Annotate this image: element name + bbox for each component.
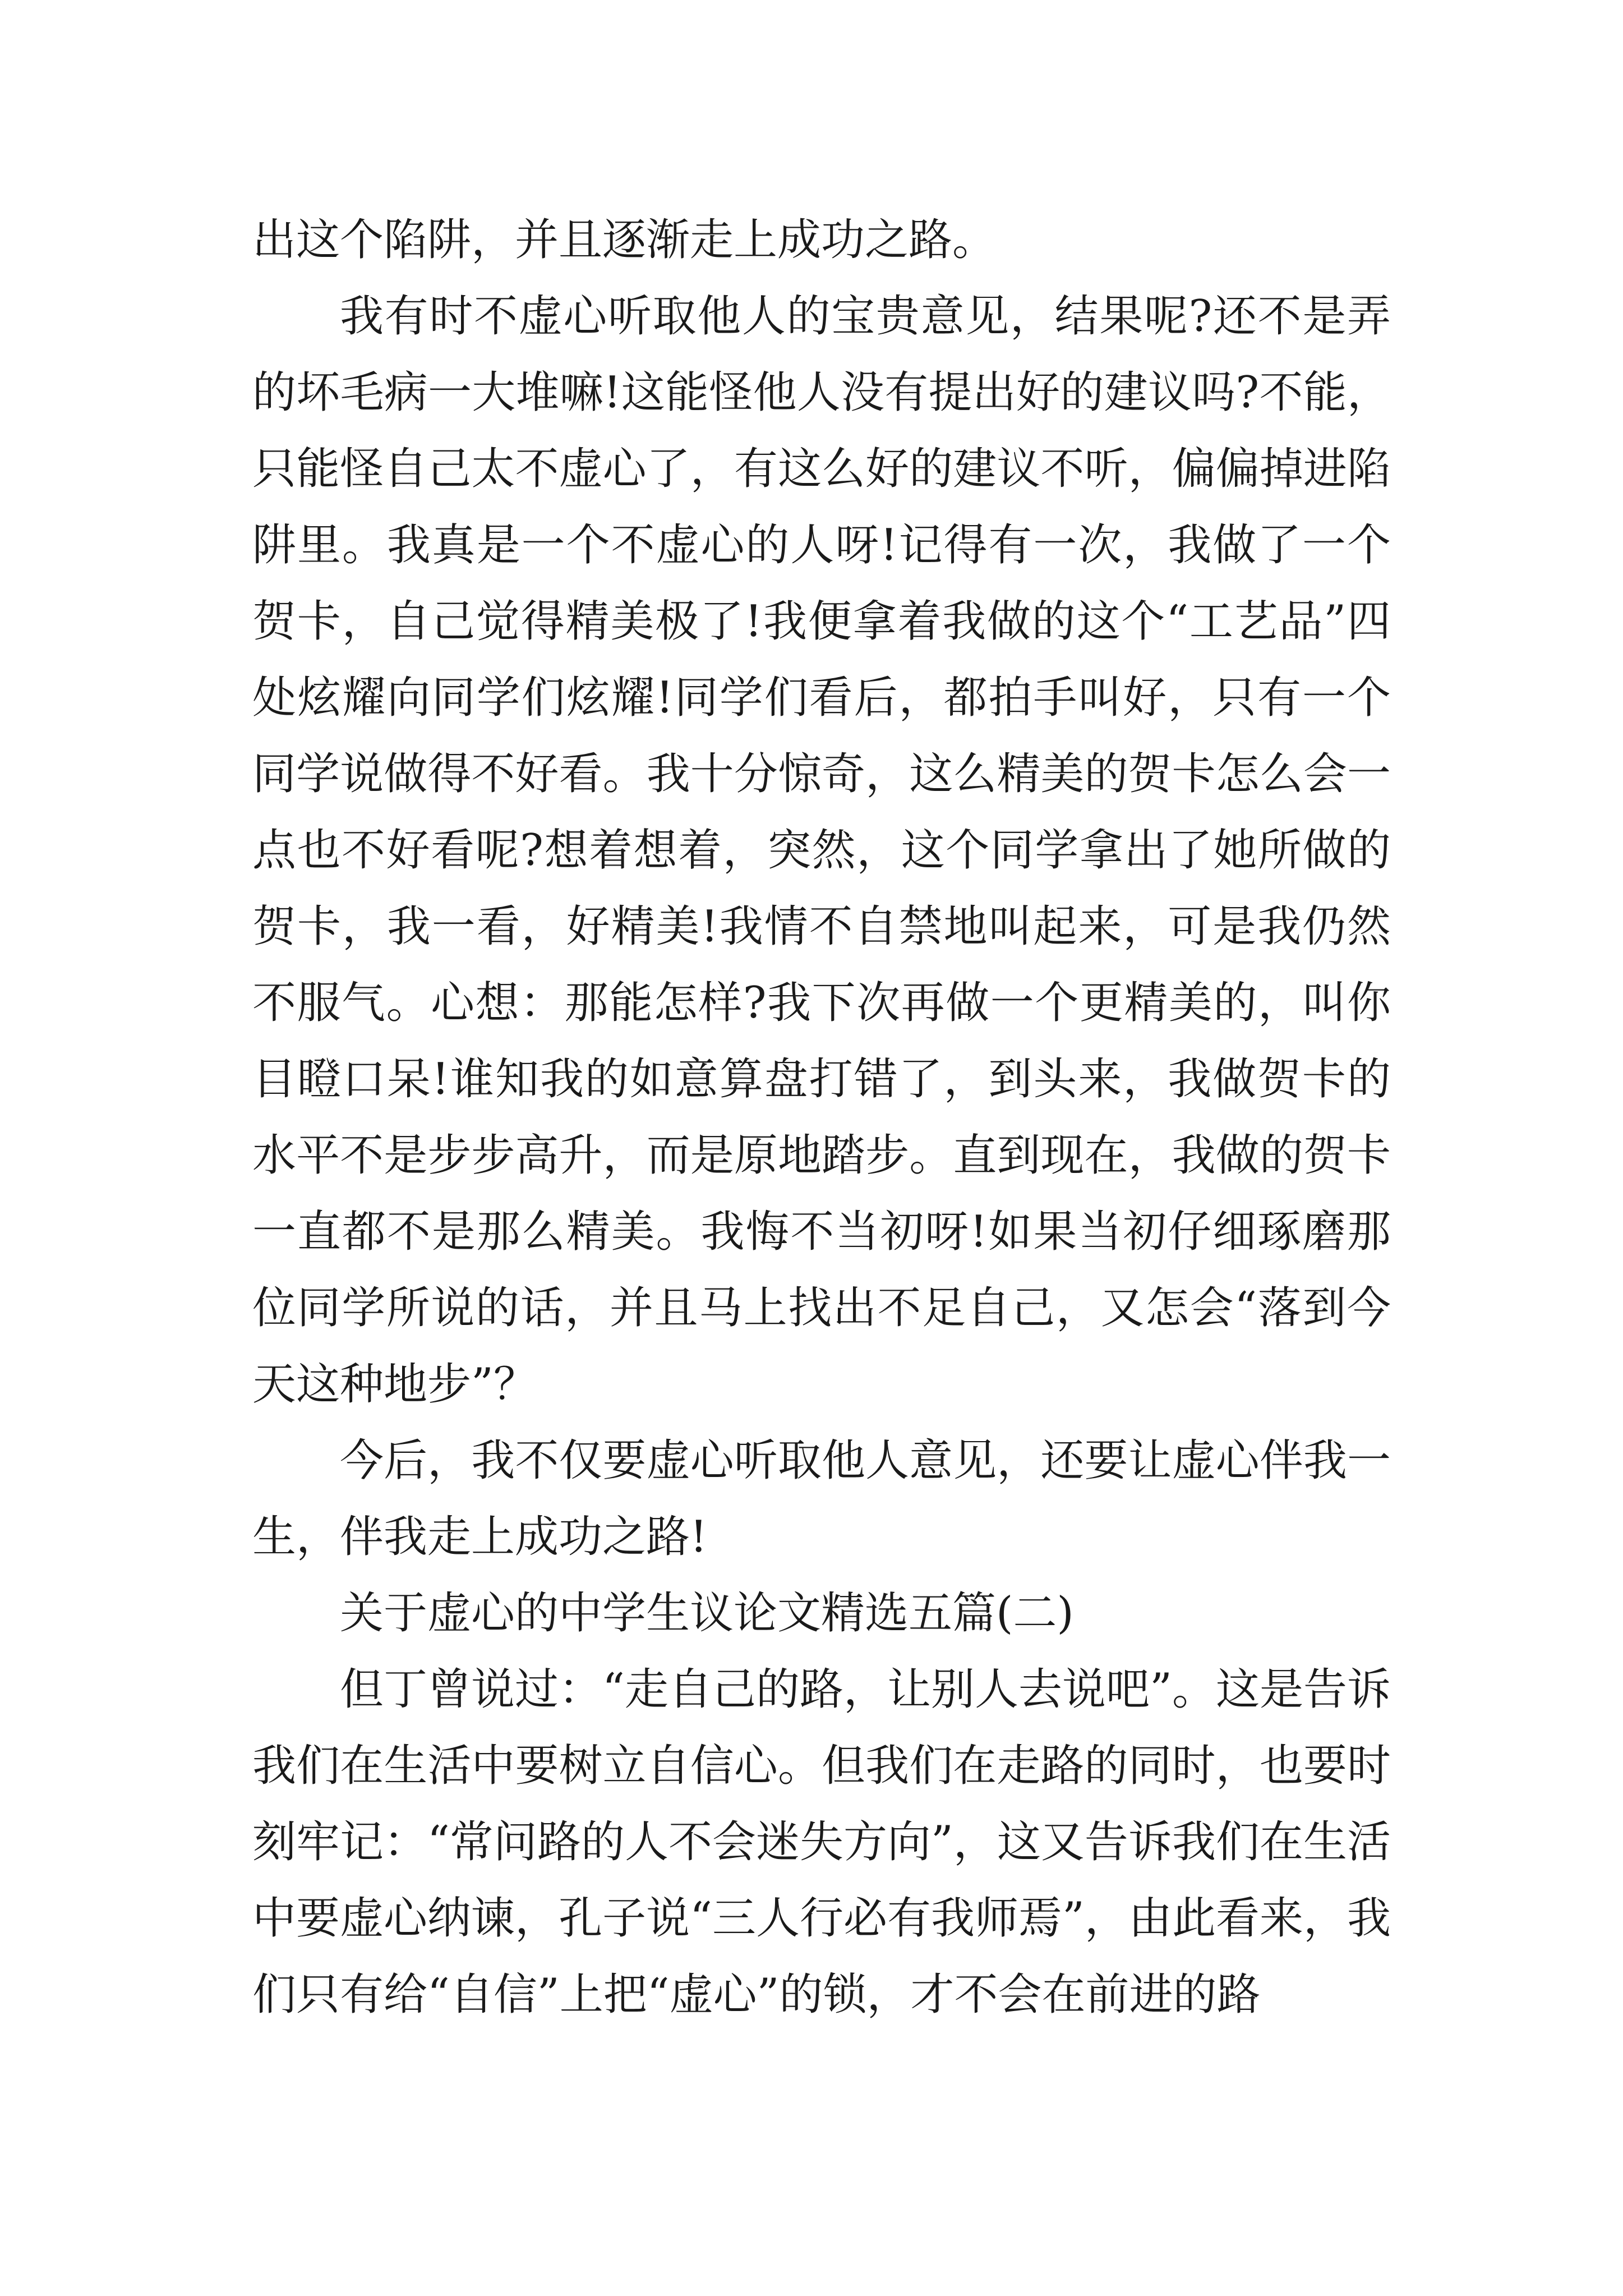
body-text <box>252 202 1391 2033</box>
section-heading: 关于虚心的中学生议论文精选五篇(二) <box>340 1588 1074 1639</box>
paragraph-dante-quote: 但丁曾说过：“走自己的路，让别人去说吧”。这是告诉我们在生活中要树立自信心。但我们在走路的同时，也要时刻牢记：“常问路的人不会迷失方向”，这又告诉我们在生活中要虚心纳谏，孔子说“三人行必有我师焉”，由此看来，我们只有给“自信”上把“虚心”的锁，才不会在前进的路 <box>252 1664 1391 2020</box>
paragraph-conclusion: 今后，我不仅要虚心听取他人意见，还要让虚心伴我一生，伴我走上成功之路! <box>252 1435 1391 1562</box>
paragraph-greeting-card-story: 我有时不虚心听取他人的宝贵意见，结果呢?还不是弄的坏毛病一大堆嘛!这能怪他人没有提出好的建议吗?不能，只能怪自己太不虚心了，有这么好的建议不听，偏偏掉进陷阱里。我真是一个不虚心的人呀!记得有一次，我做了一个贺卡，自己觉得精美极了!我便拿着我做的这个“工艺品”四处炫耀向同学们炫耀!同学们看后，都拍手叫好，只有一个同学说做得不好看。我十分惊奇，这么精美的贺卡怎么会一点也不好看呢?想着想着，突然，这个同学拿出了她所做的贺卡，我一看，好精美!我情不自禁地叫起来，可是我仍然不服气。心想：那能怎样?我下次再做一个更精美的，叫你目瞪口呆!谁知我的如意算盘打错了，到头来，我做贺卡的水平不是步步高升，而是原地踏步。直到现在，我做的贺卡一直都不是那么精美。我悔不当初呀!如果当初仔细琢磨那位同学所说的话，并且马上找出不足自己，又怎会“落到今天这种地步”？ <box>252 291 1391 1410</box>
paragraph-continuation: 出这个陷阱，并且逐渐走上成功之路。 <box>252 215 997 265</box>
